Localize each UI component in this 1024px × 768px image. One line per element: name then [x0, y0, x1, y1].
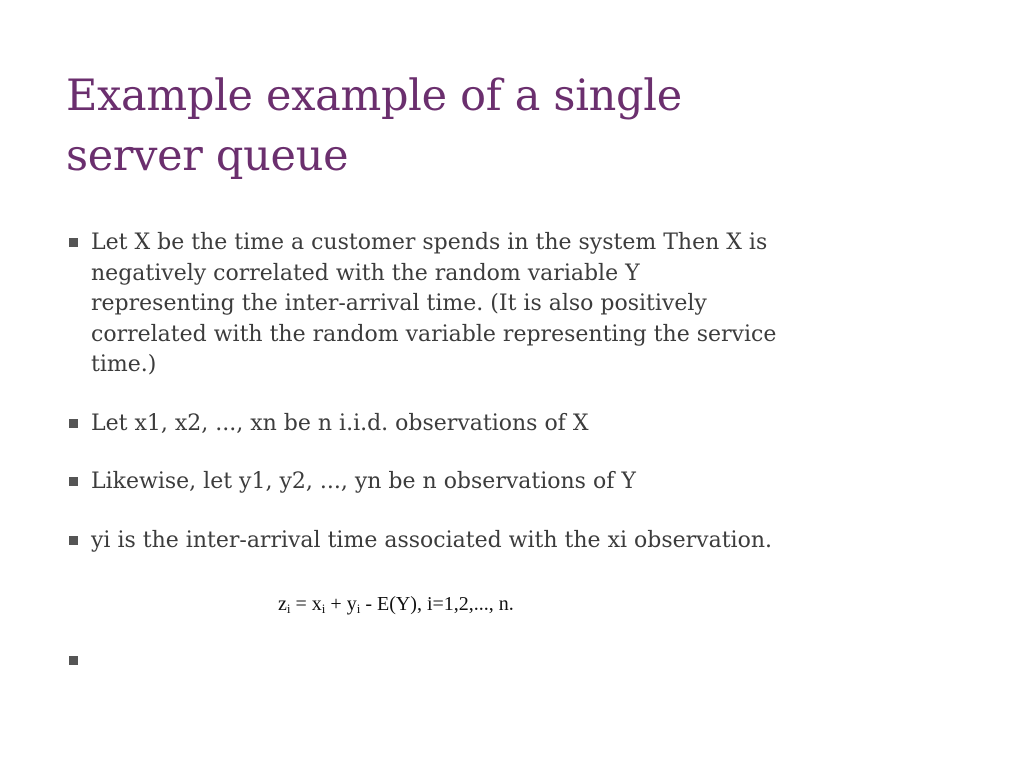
bullet-item-4 — [66, 526, 926, 557]
formula-z: z — [278, 593, 287, 615]
bullet-3-text: Likewise, let y1, y2, ..., yn be n observations of Y — [91, 469, 636, 494]
bullet-marker — [69, 238, 78, 247]
bullet-1-line-3: representing the inter-arrival time. (It is also positively — [91, 291, 707, 316]
bullet-item-1 — [66, 228, 926, 381]
formula-y-subscript: i — [356, 601, 361, 616]
slide-title — [66, 66, 926, 186]
formula-z-subscript: i — [286, 601, 291, 616]
bullet-2-text: Let x1, x2, ..., xn be n i.i.d. observations of X — [91, 410, 589, 436]
formula-y: y — [346, 593, 357, 615]
bullet-1-line-1: Let X be the time a customer spends in the system Then X is — [91, 230, 768, 255]
bullet-1-line-4: correlated with the random variable representing the service — [91, 321, 777, 347]
formula-equation — [278, 593, 514, 616]
formula-x-subscript: i — [321, 601, 326, 616]
bullet-1-line-5: time.) — [91, 352, 157, 377]
bullet-marker — [69, 419, 78, 428]
bullet-list — [66, 228, 926, 584]
empty-bullet-marker — [69, 656, 78, 665]
bullet-marker — [69, 477, 78, 486]
formula-x: x — [311, 593, 322, 615]
bullet-1-line-2: negatively correlated with the random variable Y — [91, 260, 640, 286]
title-line-1: Example example of a single — [66, 71, 682, 121]
formula-rest: - E(Y), i=1,2,..., n. — [360, 593, 514, 615]
formula-plus: + — [325, 593, 347, 615]
bullet-item-3 — [66, 467, 926, 498]
title-line-2: server queue — [66, 131, 349, 181]
bullet-item-2 — [66, 409, 926, 440]
formula-equals: = — [290, 593, 312, 615]
bullet-4-text: yi is the inter-arrival time associated with the xi observation. — [91, 527, 772, 553]
bullet-marker — [69, 536, 78, 545]
